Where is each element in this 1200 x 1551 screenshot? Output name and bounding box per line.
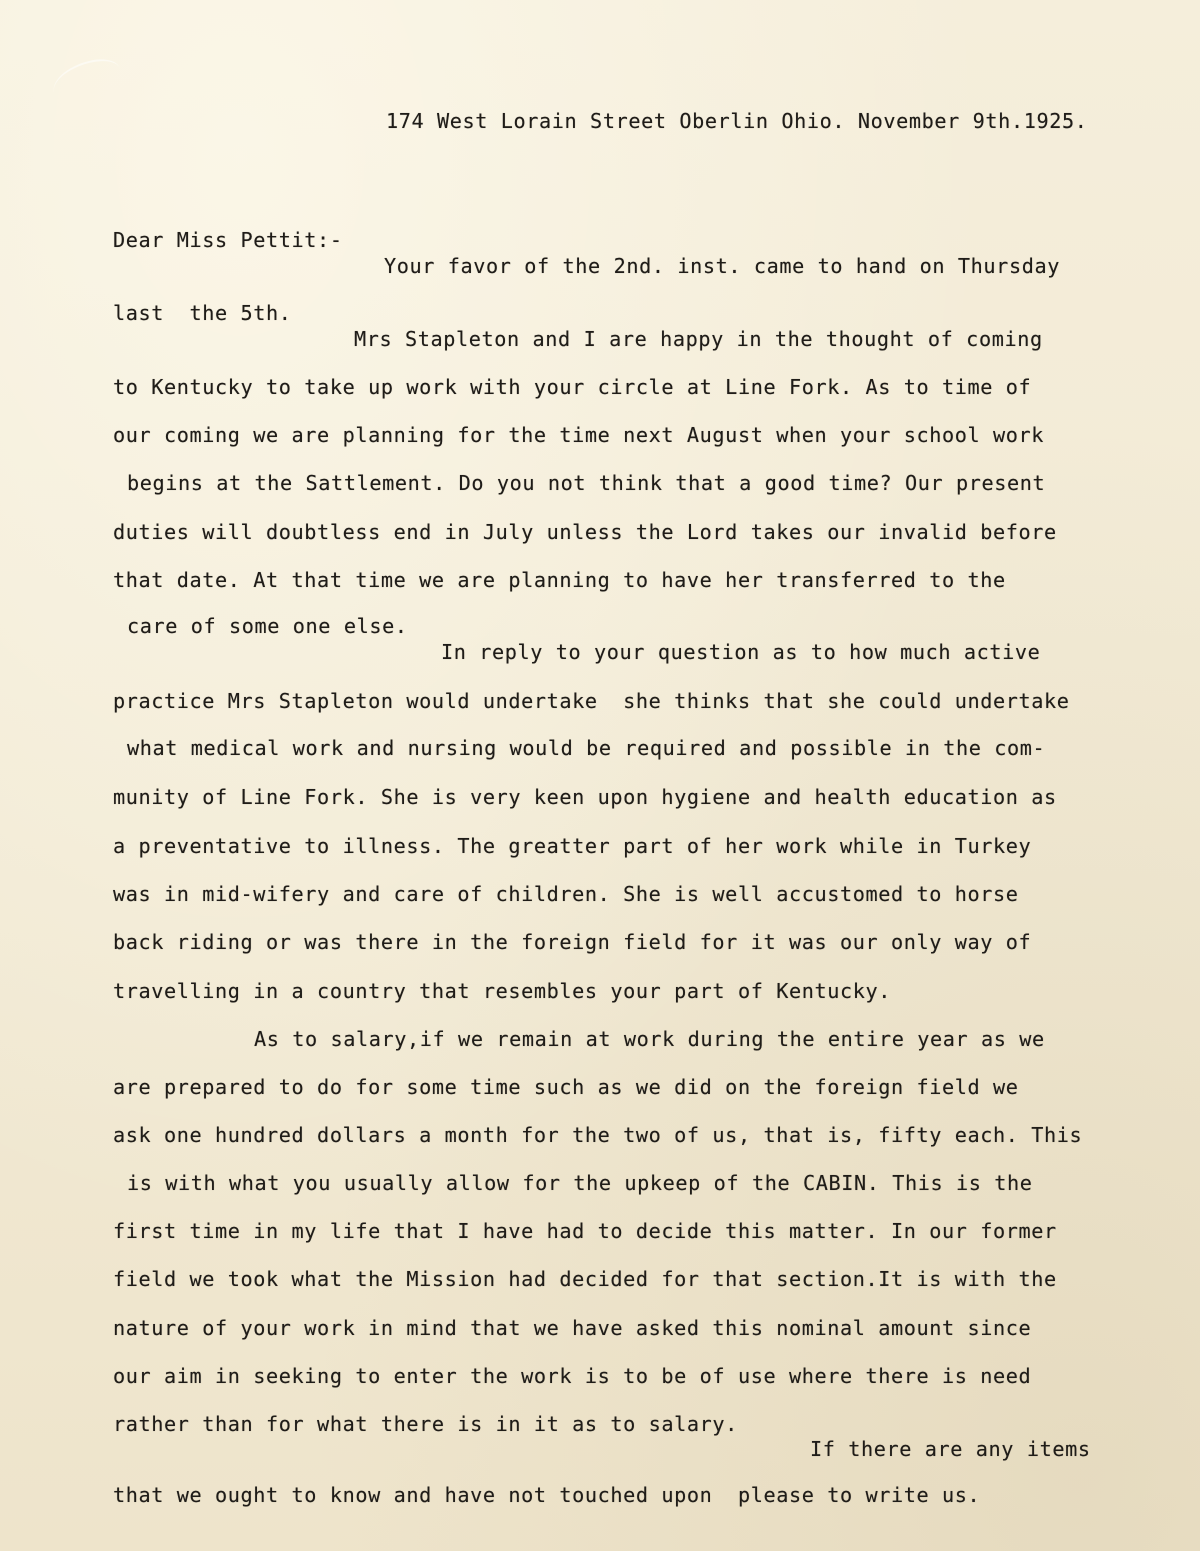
letter-line: care of some one else. xyxy=(127,614,408,638)
letter-line: back riding or was there in the foreign field for it was our only way of xyxy=(113,930,1032,954)
letter-line: that we ought to know and have not touched upon please to write us. xyxy=(113,1483,981,1507)
letter-line: duties will doubtless end in July unless the Lord takes our invalid before xyxy=(113,520,1057,544)
letter-line: nature of your work in mind that we have asked this nominal amount since xyxy=(113,1316,1032,1340)
letter-line: travelling in a country that resembles your part of Kentucky. xyxy=(113,979,891,1003)
letter-line: that date. At that time we are planning to have her transferred to the xyxy=(113,568,1006,592)
letter-line: what medical work and nursing would be required and possible in the com- xyxy=(127,736,1046,760)
letter-line: field we took what the Mission had decided for that section.It is with the xyxy=(113,1267,1057,1291)
letter-line: In reply to your question as to how much active xyxy=(441,640,1041,664)
dateline: 174 West Lorain Street Oberlin Ohio. November 9th.1925. xyxy=(386,109,1088,133)
letter-line: munity of Line Fork. She is very keen upon hygiene and health education as xyxy=(113,785,1057,809)
letter-line: As to salary,if we remain at work during the entire year as we xyxy=(254,1027,1045,1051)
letter-line: begins at the Sattlement. Do you not think that a good time? Our present xyxy=(127,471,1046,495)
letter-line: a preventative to illness. The greatter part of her work while in Turkey xyxy=(113,834,1032,858)
letter-line: first time in my life that I have had to decide this matter. In our former xyxy=(113,1219,1057,1243)
letter-line: practice Mrs Stapleton would undertake she thinks that she could undertake xyxy=(113,689,1070,713)
letter-line: to Kentucky to take up work with your circle at Line Fork. As to time of xyxy=(113,375,1032,399)
letter-line: rather than for what there is in it as to salary. xyxy=(113,1412,738,1436)
letter-line: our coming we are planning for the time next August when your school work xyxy=(113,423,1045,447)
salutation: Dear Miss Pettit:- xyxy=(113,228,343,252)
letter-line: Your favor of the 2nd. inst. came to hand on Thursday xyxy=(384,254,1060,278)
letter-line: last the 5th. xyxy=(113,301,292,325)
letter-line: is with what you usually allow for the upkeep of the CABIN. This is the xyxy=(127,1171,1033,1195)
letter-line: If there are any items xyxy=(810,1437,1091,1461)
letter-line: are prepared to do for some time such as we did on the foreign field we xyxy=(113,1075,1019,1099)
letter-line: Mrs Stapleton and I are happy in the thought of coming xyxy=(354,327,1043,351)
paper-crease xyxy=(48,54,125,108)
letter-line: ask one hundred dollars a month for the two of us, that is, fifty each. This xyxy=(113,1123,1083,1147)
letter-line: our aim in seeking to enter the work is to be of use where there is need xyxy=(113,1364,1032,1388)
letter-line: was in mid-wifery and care of children. She is well accustomed to horse xyxy=(113,882,1019,906)
